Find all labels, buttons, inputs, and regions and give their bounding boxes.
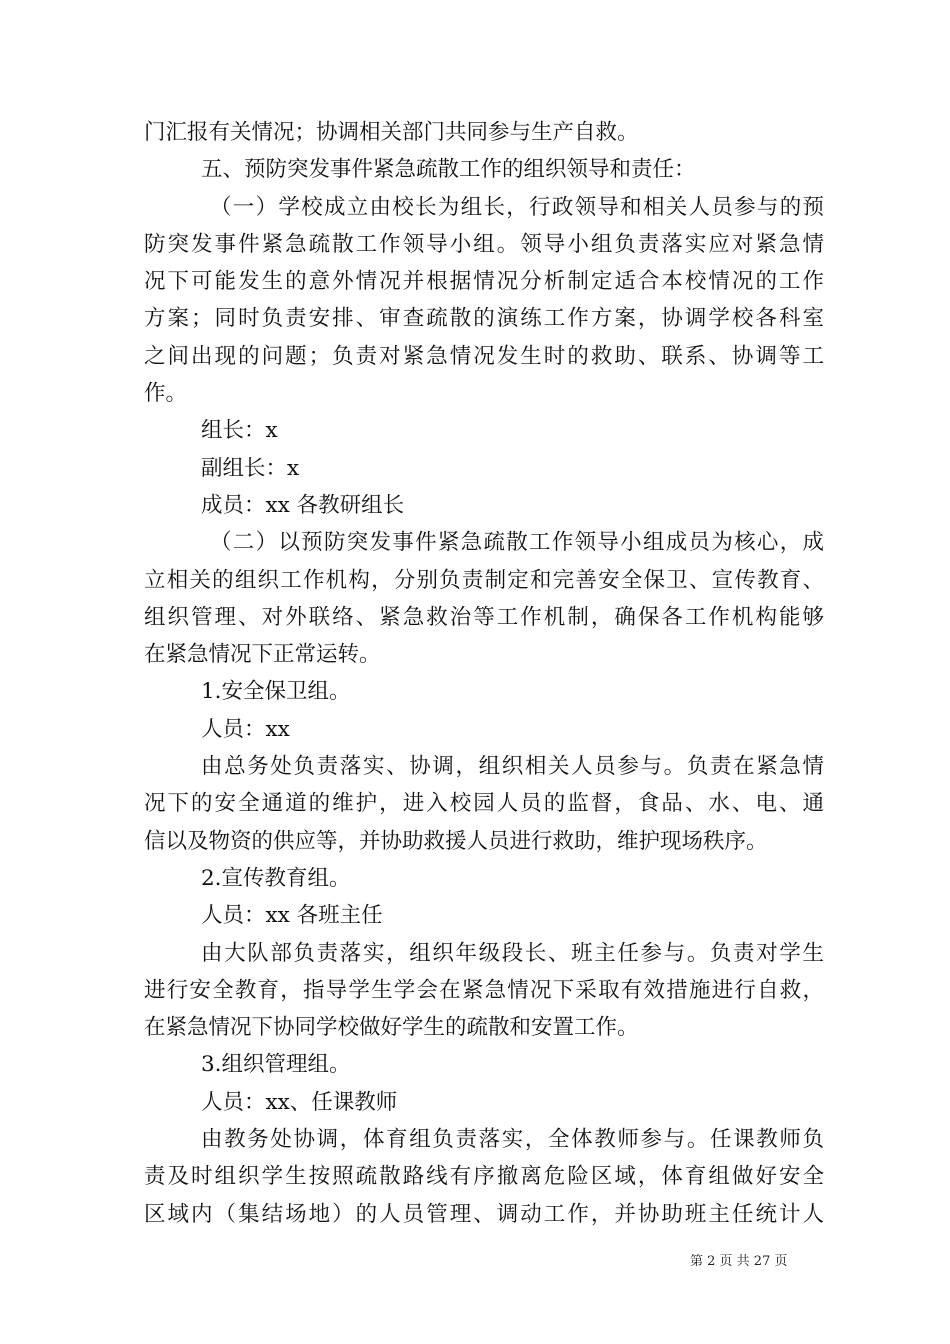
text-line: 由大队部负责落实，组织年级段长、班主任参与。负责对学生	[201, 940, 824, 966]
text-line: 区域内（集结场地）的人员管理、调动工作，并协助班主任统计人	[144, 1201, 824, 1227]
text-line: 成员：xx 各教研组长	[201, 492, 405, 518]
text-line: 作。	[144, 381, 188, 407]
text-line: 在紧急情况下协同学校做好学生的疏散和安置工作。	[144, 1015, 639, 1041]
text-line: 信以及物资的供应等，并协助救援人员进行救助，维护现场秩序。	[144, 828, 768, 854]
text-line: 方案；同时负责安排、审查疏散的演练工作方案，协调学校各科室	[144, 306, 824, 332]
document-body	[144, 114, 824, 1233]
text-line: （一）学校成立由校长为组长，行政领导和相关人员参与的预	[210, 194, 824, 220]
text-line: 人员：xx	[201, 716, 290, 742]
text-line: 之间出现的问题；负责对紧急情况发生时的救助、联系、协调等工	[144, 343, 824, 369]
text-line: 组织管理、对外联络、紧急救治等工作机制，确保各工作机构能够	[144, 604, 824, 630]
text-line: 副组长：x	[201, 455, 300, 481]
subsection-heading: 2.宣传教育组。	[201, 865, 351, 891]
text-line: 人员：xx 各班主任	[201, 903, 383, 929]
text-line: 门汇报有关情况；协调相关部门共同参与生产自救。	[144, 120, 639, 145]
text-line: 在紧急情况下正常运转。	[144, 642, 381, 668]
text-line: 责及时组织学生按照疏散路线有序撤离危险区域，体育组做好安全	[144, 1164, 824, 1190]
text-line: 况下的安全通道的维护，进入校园人员的监督，食品、水、电、通	[144, 791, 824, 817]
text-line: 由总务处负责落实、协调，组织相关人员参与。负责在紧急情	[201, 754, 824, 780]
text-line: 况下可能发生的意外情况并根据情况分析制定适合本校情况的工作	[144, 269, 824, 295]
subsection-heading: 3.组织管理组。	[201, 1052, 351, 1078]
page-number: 第 2 页 共 27 页	[690, 1254, 788, 1269]
section-heading: 五、预防突发事件紧急疏散工作的组织领导和责任：	[201, 157, 696, 183]
text-line: 立相关的组织工作机构，分别负责制定和完善安全保卫、宣传教育、	[144, 567, 824, 593]
text-line: 组长：x	[201, 418, 278, 444]
text-line: 由教务处协调，体育组负责落实，全体教师参与。任课教师负	[201, 1127, 824, 1153]
text-line: 防突发事件紧急疏散工作领导小组。领导小组负责落实应对紧急情	[144, 231, 824, 257]
text-line: 进行安全教育，指导学生学会在紧急情况下采取有效措施进行自救，	[144, 977, 824, 1003]
text-line: （二）以预防突发事件紧急疏散工作领导小组成员为核心，成	[210, 530, 824, 556]
text-line: 人员：xx、任课教师	[201, 1089, 398, 1115]
subsection-heading: 1.安全保卫组。	[201, 679, 351, 705]
